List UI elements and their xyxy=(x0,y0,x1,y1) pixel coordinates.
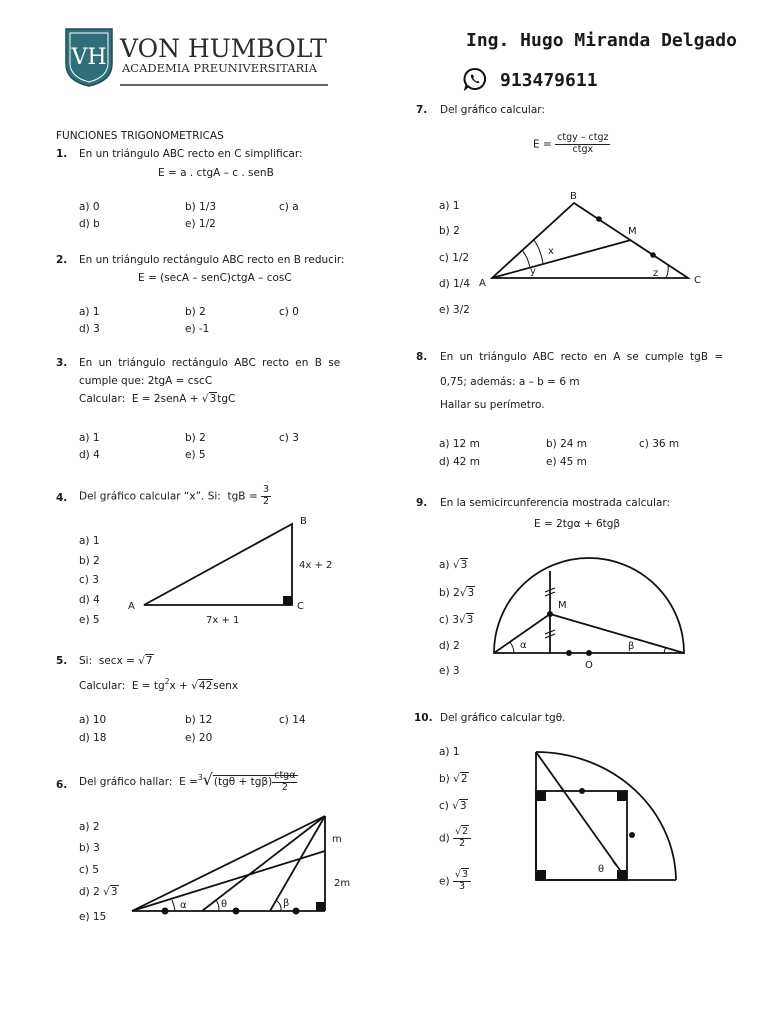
angle-theta: θ xyxy=(598,864,605,875)
problem-5-number: 5. xyxy=(56,655,68,667)
option[interactable]: e) 5 xyxy=(79,614,100,626)
fraction: $\frac{\text{ctgα}}{2}$ xyxy=(274,769,296,793)
option[interactable]: b) 3 xyxy=(79,842,100,854)
angle-beta: β xyxy=(628,641,635,652)
radicand: (tgθ + tgβ) $\frac{\text{ctgα}}{2}$ xyxy=(213,775,299,788)
vertex-A: A xyxy=(479,278,486,288)
option[interactable]: b) 1/3 xyxy=(185,201,216,213)
option[interactable]: c) 14 xyxy=(279,714,306,726)
problem-4-text xyxy=(79,485,271,508)
sqrt-radicand: 7 xyxy=(145,655,153,667)
sqrt-symbol: √ xyxy=(459,587,467,599)
option[interactable]: d) 2 √3 xyxy=(79,886,118,898)
formula-part: E = tg xyxy=(131,680,165,692)
sqrt-symbol: √ xyxy=(202,770,213,789)
sqrt-symbol: √ xyxy=(452,800,459,812)
vertex-A: A xyxy=(128,601,135,612)
sqrt-symbol: √ xyxy=(103,886,110,898)
formula-part: E = xyxy=(179,776,198,788)
problem-2-number: 2. xyxy=(56,254,68,266)
phone-number: 913479611 xyxy=(500,70,598,91)
whatsapp-icon[interactable] xyxy=(463,67,487,91)
tg-label: tgB = xyxy=(227,490,258,503)
option[interactable]: c) a xyxy=(279,201,299,213)
problem-text: Del gráfico hallar: xyxy=(79,776,173,788)
option[interactable]: b) 2 xyxy=(439,225,460,237)
sqrt-radicand: 42 xyxy=(198,680,213,692)
problem-6-number: 6. xyxy=(56,779,68,791)
option[interactable]: d) 3 xyxy=(79,323,100,335)
option[interactable]: a) 1 xyxy=(79,432,100,444)
vertex-C: C xyxy=(297,601,304,612)
option[interactable]: a) 1 xyxy=(79,535,100,547)
sqrt-radicand: 3 xyxy=(459,800,467,812)
option[interactable]: d) 18 xyxy=(79,732,107,744)
problem-3-number: 3. xyxy=(56,357,68,369)
calc-label: Calcular: xyxy=(79,680,126,692)
option[interactable]: a) 1 xyxy=(79,306,100,318)
problem-9-text: En la semicircunferencia mostrada calcular: xyxy=(440,497,671,509)
problem-3-line1: En un triángulo rectángulo ABC recto en B se xyxy=(79,357,341,369)
sqrt-symbol: √ xyxy=(201,393,209,405)
option[interactable]: b) 12 xyxy=(185,714,213,726)
angle-alpha: α xyxy=(520,640,527,651)
vertex-B: B xyxy=(570,191,577,202)
problem-text: Si: xyxy=(79,655,93,667)
angle-x: x xyxy=(548,246,554,257)
figure-10-quarter-circle xyxy=(528,744,688,886)
option[interactable]: a) √3 xyxy=(439,559,468,571)
problem-8-line1: En un triángulo ABC recto en A se cumple tgB = xyxy=(440,351,724,363)
root-index: 3 xyxy=(197,773,203,782)
problem-8-line2: 0,75; además: a – b = 6 m xyxy=(440,376,580,388)
angle-beta: β xyxy=(283,898,290,909)
sqrt-radicand: 3 xyxy=(110,886,118,898)
sqrt-radicand: 2 xyxy=(460,773,468,785)
option[interactable]: d) $\frac{√2}{2}$ xyxy=(439,827,471,850)
option[interactable]: d) 42 m xyxy=(439,456,481,468)
option[interactable]: e) 45 m xyxy=(546,456,587,468)
option[interactable]: c) 3 xyxy=(279,432,299,444)
option[interactable]: b) 2√3 xyxy=(439,587,475,599)
option[interactable]: e) 3/2 xyxy=(439,304,470,316)
sqrt-symbol: √ xyxy=(452,559,460,571)
option[interactable]: d) 2 xyxy=(439,640,460,652)
option[interactable]: b) 24 m xyxy=(546,438,588,450)
sqrt-radicand: 3 xyxy=(467,587,475,599)
option[interactable]: d) 4 xyxy=(79,449,100,461)
problem-2-formula: E = (secA – senC)ctgA – cosC xyxy=(138,272,292,284)
formula-part: x + xyxy=(169,680,192,692)
point-O: O xyxy=(585,660,593,671)
fraction: $\frac{√3}{3}$ xyxy=(453,870,471,893)
option[interactable]: a) 1 xyxy=(439,200,460,212)
option[interactable]: a) 1 xyxy=(439,746,460,758)
problem-5-text xyxy=(79,655,154,668)
option[interactable]: b) 2 xyxy=(185,432,206,444)
angle-theta: θ xyxy=(221,899,228,910)
option[interactable]: b) 2 xyxy=(185,306,206,318)
brand-subtitle: ACADEMIA PREUNIVERSITARIA xyxy=(122,61,318,75)
problem-4-number: 4. xyxy=(56,492,68,504)
option[interactable]: d) b xyxy=(79,218,100,230)
side-label: m xyxy=(332,834,342,845)
option[interactable]: c) 3 xyxy=(79,574,99,586)
sqrt-radicand: 3 xyxy=(460,559,468,571)
problem-1-number: 1. xyxy=(56,148,68,160)
sqrt-symbol: √ xyxy=(138,655,145,667)
problem-5-calc xyxy=(79,677,238,693)
option[interactable]: a) 12 m xyxy=(439,438,480,450)
problem-10-text: Del gráfico calcular tgθ. xyxy=(440,712,566,724)
logo xyxy=(62,26,330,88)
side-label: 4x + 2 xyxy=(299,560,333,571)
problem-1-formula: E = a . ctgA – c . senB xyxy=(158,167,274,179)
author-name: Ing. Hugo Miranda Delgado xyxy=(466,30,737,51)
calc-label: Calcular: xyxy=(79,393,126,405)
problem-6-text xyxy=(79,770,298,793)
option[interactable]: c) 36 m xyxy=(639,438,680,450)
option[interactable]: e) $\frac{√3}{3}$ xyxy=(439,870,471,893)
vertex-C: C xyxy=(694,275,701,286)
sqrt-radicand: 3 xyxy=(466,614,474,626)
problem-7-text: Del gráfico calcular: xyxy=(440,104,545,116)
formula-part: senx xyxy=(213,680,239,692)
figure-4-triangle xyxy=(120,508,350,628)
option[interactable]: e) 20 xyxy=(185,732,213,744)
problem-8-line3: Hallar su perímetro. xyxy=(440,399,545,411)
formula-part: E = xyxy=(533,138,552,151)
problem-3-calc xyxy=(79,393,235,406)
formula-part: tgC xyxy=(217,393,236,405)
sqrt-symbol: √ xyxy=(453,773,460,785)
point-M: M xyxy=(558,600,567,611)
option[interactable]: a) 0 xyxy=(79,201,100,213)
section-title: FUNCIONES TRIGONOMETRICAS xyxy=(56,130,224,142)
option[interactable]: e) 5 xyxy=(185,449,206,461)
problem-7-number: 7. xyxy=(416,104,428,116)
option[interactable]: c) √3 xyxy=(439,800,467,812)
fraction: $\frac{3}{2}$ xyxy=(262,484,270,507)
problem-10-number: 10. xyxy=(414,712,433,724)
formula-part: E = 2senA + xyxy=(131,393,202,405)
problem-2-text: En un triángulo rectángulo ABC recto en B reducir: xyxy=(79,254,345,266)
option[interactable]: c) 3√3 xyxy=(439,614,474,626)
point-M: M xyxy=(628,226,637,237)
problem-1-text: En un triángulo ABC recto en C simplificar: xyxy=(79,148,303,160)
exponent: 2 xyxy=(164,677,170,686)
sqrt-symbol: √ xyxy=(191,680,198,692)
option[interactable]: d) 1/4 xyxy=(439,278,470,290)
side-label: 7x + 1 xyxy=(206,615,240,626)
angle-y: y xyxy=(530,266,536,277)
option[interactable]: c) 0 xyxy=(279,306,299,318)
logo-monogram: VH xyxy=(71,45,107,70)
option[interactable]: d) 4 xyxy=(79,594,100,606)
angle-alpha: α xyxy=(180,900,187,911)
brand-name: VON HUMBOLT xyxy=(120,34,327,63)
problem-9-formula: E = 2tgα + 6tgβ xyxy=(534,518,621,530)
option[interactable]: b) √2 xyxy=(439,773,468,785)
option[interactable]: a) 2 xyxy=(79,821,100,833)
vertex-B: B xyxy=(300,516,307,527)
formula-part: secx = xyxy=(98,655,139,667)
option[interactable]: c) 5 xyxy=(79,864,99,876)
sqrt-symbol: √ xyxy=(458,614,466,626)
figure-9-semicircle xyxy=(486,546,696,676)
option[interactable]: e) 1/2 xyxy=(185,218,216,230)
problem-3-line2: cumple que: 2tgA = cscC xyxy=(79,375,213,387)
option[interactable]: e) 3 xyxy=(439,665,460,677)
option[interactable]: e) 15 xyxy=(79,911,107,923)
option[interactable]: a) 10 xyxy=(79,714,107,726)
fraction: $\frac{√2}{2}$ xyxy=(453,827,471,850)
figure-7-triangle xyxy=(470,188,710,288)
option[interactable]: e) -1 xyxy=(185,323,210,335)
figure-6-triangles xyxy=(120,808,360,918)
problem-8-number: 8. xyxy=(416,351,428,363)
option[interactable]: c) 1/2 xyxy=(439,252,470,264)
fraction: $\frac{\text{ctgy – ctgz}}{\text{ctgx}}$ xyxy=(557,132,609,155)
option[interactable]: b) 2 xyxy=(79,555,100,567)
problem-text: Del gráfico calcular “x”. Si: xyxy=(79,490,221,503)
problem-9-number: 9. xyxy=(416,497,428,509)
sqrt-radicand: 3 xyxy=(209,393,217,405)
angle-z: z xyxy=(653,268,659,279)
side-label: 2m xyxy=(334,878,351,889)
problem-7-formula xyxy=(533,133,610,156)
